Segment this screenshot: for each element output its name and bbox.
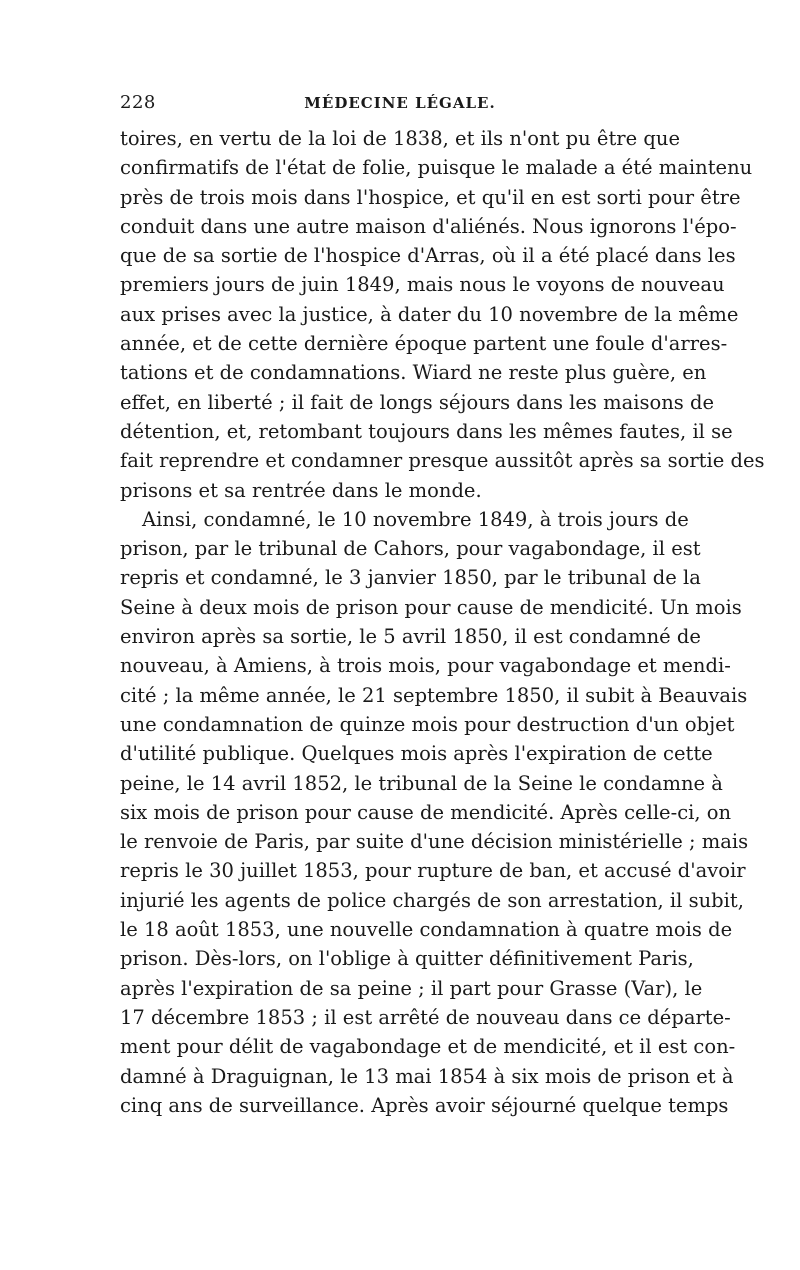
text-line: année, et de cette dernière époque partent une foule d'arres-: [120, 332, 728, 356]
text-line: 17 décembre 1853 ; il est arrêté de nouveau dans ce départe-: [120, 1005, 731, 1029]
paragraph: [120, 124, 765, 505]
text-line: toires, en vertu de la loi de 1838, et ils n'ont pu être que: [120, 127, 680, 150]
text-line: d'utilité publique. Quelques mois après l'expiration de cette: [120, 742, 713, 766]
text-line: près de trois mois dans l'hospice, et qu'il en est sorti pour être: [120, 185, 741, 209]
text-line: aux prises avec la justice, à dater du 10 novembre de la même: [120, 302, 739, 326]
text-line: prison, par le tribunal de Cahors, pour vagabondage, il est: [120, 537, 701, 561]
text-line: fait reprendre et condamner presque aussitôt après sa sortie des: [120, 449, 765, 473]
text-line: effet, en liberté ; il fait de longs séjours dans les maisons de: [120, 390, 715, 414]
text-line: Ainsi, condamné, le 10 novembre 1849, à trois jours de: [142, 507, 689, 531]
text-line: le renvoie de Paris, par suite d'une décision ministérielle ; mais: [120, 830, 749, 854]
text-line: repris le 30 juillet 1853, pour rupture de ban, et accusé d'avoir: [120, 859, 746, 883]
text-line: ment pour délit de vagabondage et de mendicité, et il est con-: [120, 1035, 736, 1059]
paragraph: [120, 505, 749, 1120]
text-line: repris et condamné, le 3 janvier 1850, par le tribunal de la: [120, 566, 701, 590]
text-line: cinq ans de surveillance. Après avoir séjourné quelque temps: [120, 1093, 729, 1117]
text-line: confirmatifs de l'état de folie, puisque le malade a été maintenu: [120, 156, 753, 180]
text-line: nouveau, à Amiens, à trois mois, pour vagabondage et mendi-: [120, 654, 731, 678]
body-text: [120, 124, 765, 1120]
text-line: Seine à deux mois de prison pour cause de mendicité. Un mois: [120, 595, 742, 619]
text-line: prison. Dès-lors, on l'oblige à quitter définitivement Paris,: [120, 947, 694, 971]
text-line: peine, le 14 avril 1852, le tribunal de la Seine le condamne à: [120, 771, 723, 795]
running-title: MÉDECINE LÉGALE.: [304, 94, 496, 112]
text-line: détention, et, retombant toujours dans les mêmes fautes, il se: [120, 419, 733, 443]
text-line: cité ; la même année, le 21 septembre 1850, il subit à Beauvais: [120, 683, 748, 707]
text-line: prisons et sa rentrée dans le monde.: [120, 478, 482, 502]
text-line: que de sa sortie de l'hospice d'Arras, où il a été placé dans les: [120, 244, 736, 268]
text-line: après l'expiration de sa peine ; il part pour Grasse (Var), le: [120, 976, 703, 1000]
text-line: une condamnation de quinze mois pour destruction d'un objet: [120, 712, 735, 736]
text-line: environ après sa sortie, le 5 avril 1850, il est condamné de: [120, 625, 701, 649]
text-line: injurié les agents de police chargés de son arrestation, il subit,: [120, 888, 744, 912]
running-head: [120, 92, 680, 116]
text-line: tations et de condamnations. Wiard ne reste plus guère, en: [120, 361, 707, 385]
page-number: 228: [120, 92, 156, 113]
text-line: conduit dans une autre maison d'aliénés. Nous ignorons l'épo-: [120, 214, 737, 238]
text-line: premiers jours de juin 1849, mais nous le voyons de nouveau: [120, 273, 725, 297]
text-line: damné à Draguignan, le 13 mai 1854 à six mois de prison et à: [120, 1064, 734, 1088]
text-line: le 18 août 1853, une nouvelle condamnation à quatre mois de: [120, 918, 733, 942]
text-line: six mois de prison pour cause de mendicité. Après celle-ci, on: [120, 800, 732, 824]
